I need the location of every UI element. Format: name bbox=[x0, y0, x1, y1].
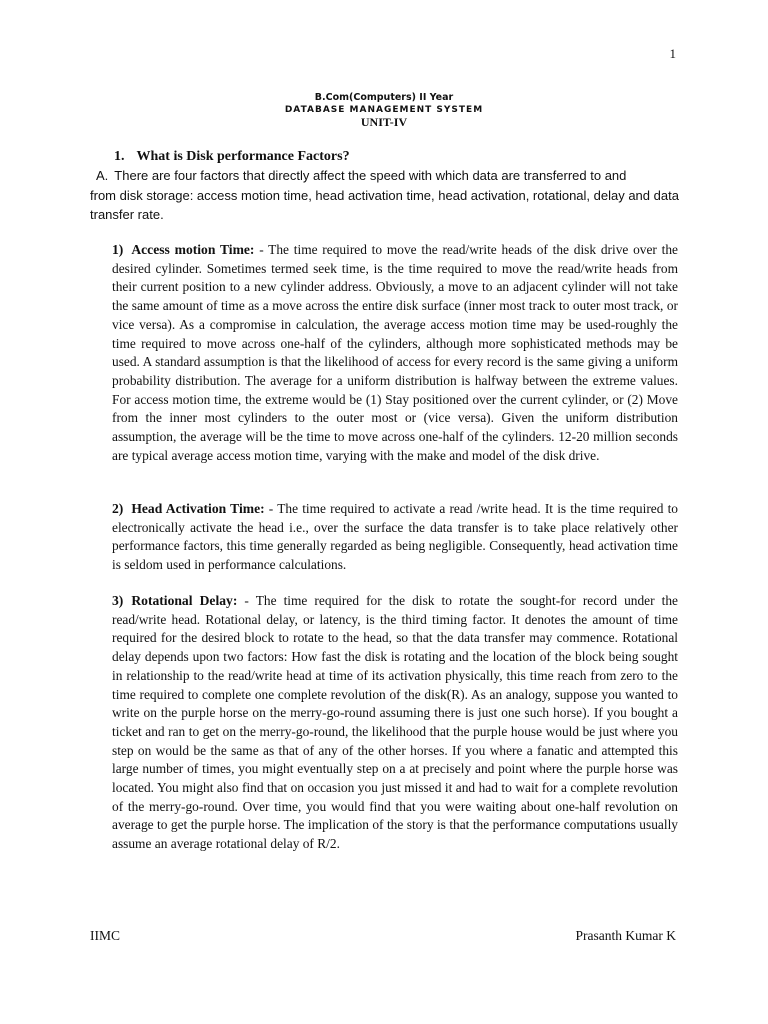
question-text: What is Disk performance Factors? bbox=[136, 149, 350, 164]
section-access-motion-time bbox=[112, 241, 678, 465]
section-number: 3) bbox=[112, 593, 124, 608]
answer-label: A. bbox=[96, 168, 109, 183]
section-rotational-delay bbox=[112, 592, 678, 854]
course-title: B.Com(Computers) II Year bbox=[314, 92, 454, 103]
answer-text-rest: from disk storage: access motion time, head activation time, head activation, rotational, delay and data transfer rate. bbox=[90, 187, 679, 222]
section-heading bbox=[112, 242, 254, 257]
section-body: - The time required to activate a read /write head. It is the time required to electronically activate the head i.e., over the surface the data transfer is to take place relatively other performance factors, this time generally regarded as being negligible. Consequently, head activation time is seldom used in performance calculations. bbox=[112, 501, 679, 573]
question-heading bbox=[114, 149, 350, 165]
answer-intro bbox=[90, 166, 680, 225]
question-number: 1. bbox=[114, 149, 125, 164]
section-body: - The time required to move the read/write heads of the disk drive over the desired cylinder. Sometimes termed seek time, is the time required to move the read/write heads from their current position to a new cylinder address. Obviously, a move to an adjacent cylinder will not take the same amount of time as a move across the entire disk surface (inner most track to outer most track, or vice versa). As a compromise in calculation, the average access motion time may be used-roughly the time required to move across one-half of the cylinders, although more sophisticated methods may be used. A standard assumption is that the likelihood of access for every record is the same giving a uniform probability distribution. The average for a uniform distribution is halfway between the extreme values. For access motion time, the extreme would be (1) Stay positioned over the current cylinder, or (2) Move from the inner most cylinders to the outer most or (vice versa). Given the uniform distribution assumption, the average will be the time to move across one-half of the cylinders. 12-20 million seconds are typical average access motion time, varying with the make and model of the disk drive. bbox=[112, 242, 678, 463]
page-number: 1 bbox=[669, 46, 676, 61]
section-heading bbox=[112, 501, 265, 516]
section-number: 1) bbox=[112, 242, 124, 257]
answer-first-line bbox=[90, 166, 680, 186]
unit-title: UNIT-IV bbox=[360, 115, 408, 129]
section-body: - The time required for the disk to rotate the sought-for record under the read/write head. Rotational delay, or latency, is the third timing factor. It denotes the amount of time required for the desired block to rotate to the head, so that the data transfer may commence. Rotational delay depends upon two factors: How fast the disk is rotating and the location of the block being sought in relationship to the read/write head at time of its activation physically, this time reach from zero to the time required to complete one complete revolution of the disk(R). As an analogy, suppose you wanted to write on the purple horse on the merry-go-round assuming there is just one such horse). If you bought a ticket and ran to get on the merry-go-round, the likelihood that the purple house would be just where you step on would be the same as that of any of the other horses. If you where a fanatic and attempted this large number of times, you might eventually step on a at precisely and point where the purple horse was located. You might also find that on occasion you just missed it and had to wait for a complete revolution of the merry-go-round. Over time, you would find that you were waiting about one-half revolution on average to get the purple horse. The implication of the story is that the performance computations usually assume an average rotational delay of R/2. bbox=[112, 593, 678, 852]
subject-title: DATABASE MANAGEMENT SYSTEM bbox=[284, 105, 484, 115]
answer-text-line1: There are four factors that directly affect the speed with which data are transferred to and bbox=[114, 168, 627, 183]
section-heading-text: Access motion Time: bbox=[131, 242, 255, 257]
footer-institution: IIMC bbox=[90, 928, 120, 943]
section-heading bbox=[112, 593, 237, 608]
document-header bbox=[0, 92, 768, 129]
section-heading-text: Rotational Delay: bbox=[131, 593, 238, 608]
section-head-activation-time bbox=[112, 500, 678, 575]
section-heading-text: Head Activation Time: bbox=[131, 501, 265, 516]
footer-author: Prasanth Kumar K bbox=[575, 928, 676, 943]
section-number: 2) bbox=[112, 501, 124, 516]
